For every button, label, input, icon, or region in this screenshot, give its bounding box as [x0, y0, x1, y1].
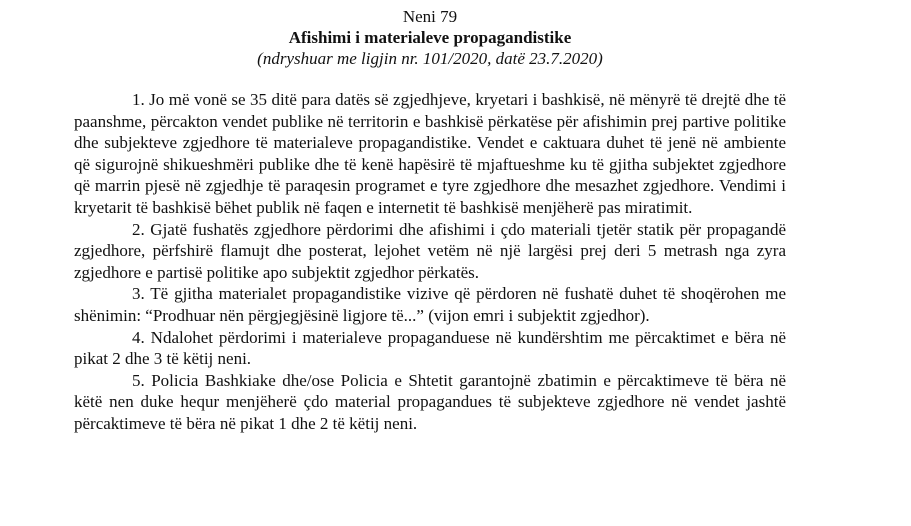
- paragraph-1: 1. Jo më vonë se 35 ditë para datës së zgjedhjeve, kryetari i bashkisë, në mënyrë të drejtë dhe të paanshme, përcakton vendet publike në territorin e bashkisë përkatëse për afishimin prej partive politike dhe subjekteve zgjedhore të materialeve propagandistike. Vendet e caktuara duhet të jenë në ambiente që sigurojnë shikueshmëri publike dhe të kenë hapësirë të mjaftueshme ku të gjitha subjektet zgjedhore që marrin pjesë në zgjedhje të paraqesin programet e tyre zgjedhore dhe mesazhet zgjedhore. Vendimi i kryetarit të bashkisë bëhet publik në faqen e internetit të bashkisë menjëherë pas miratimit.: [74, 90, 786, 217]
- article-body: [74, 89, 786, 435]
- paragraph-3: 3. Të gjitha materialet propagandistike vizive që përdoren në fushatë duhet të shoqërohen me shënimin: “Prodhuar nën përgjegjësinë ligjore të...” (vijon emri i subjektit zgjedhor).: [74, 284, 786, 325]
- paragraph-2: 2. Gjatë fushatës zgjedhore përdorimi dhe afishimi i çdo materiali tjetër statik për propagandë zgjedhore, përfshirë flamujt dhe posterat, lejohet vetëm në një largësi prej deri 5 metrash nga zyra zgjedhore e partisë politike apo subjektit zgjedhor përkatës.: [74, 219, 786, 282]
- article-header: [74, 6, 786, 69]
- article-title: Afishimi i materialeve propagandistike: [288, 28, 572, 47]
- paragraph-4: 4. Ndalohet përdorimi i materialeve propaganduese në kundërshtim me përcaktimet e bëra në pikat 2 dhe 3 të këtij neni.: [74, 327, 786, 369]
- paragraph-5: 5. Policia Bashkiake dhe/ose Policia e Shtetit garantojnë zbatimin e përcaktimeve të bëra në këtë nen duke hequr menjëherë çdo material propagandues të subjekteve zgjedhore në vendet jashtë përcaktimeve të bëra në pikat 1 dhe 2 të këtij neni.: [74, 370, 786, 433]
- document-page: [74, 6, 786, 435]
- article-number: Neni 79: [402, 7, 458, 26]
- amendment-note: (ndryshuar me ligjin nr. 101/2020, datë 23.7.2020): [257, 49, 603, 68]
